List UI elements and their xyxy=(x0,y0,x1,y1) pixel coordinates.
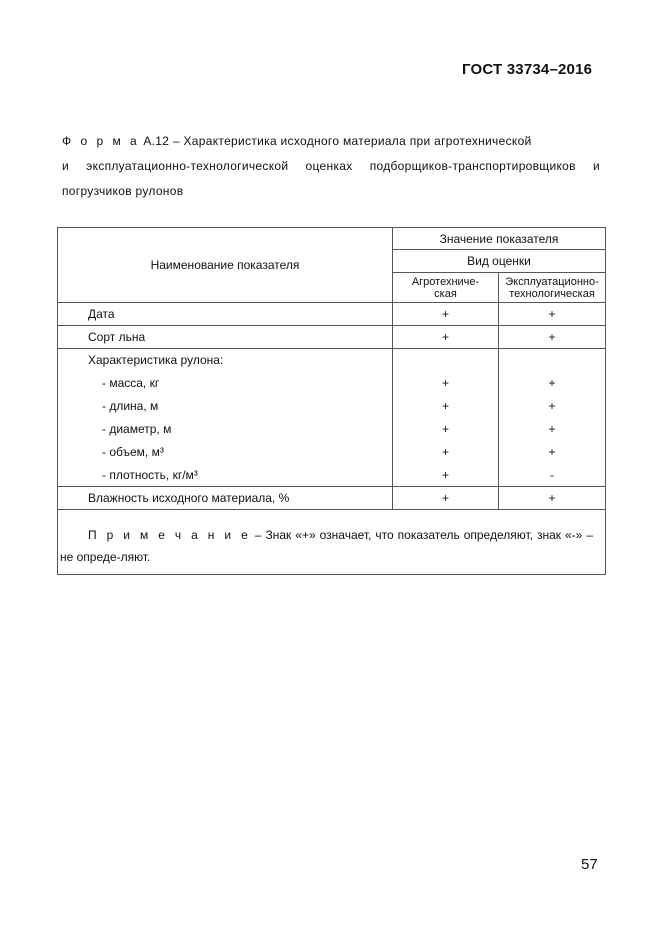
note-prefix: П р и м е ч а н и е xyxy=(88,528,251,542)
header-evaluation-type: Вид оценки xyxy=(393,250,606,273)
row-agro-value xyxy=(393,349,499,372)
table-row xyxy=(58,487,606,510)
header-operational-line-2: технологическая xyxy=(509,287,595,300)
form-number: А.12 xyxy=(139,134,170,148)
header-indicator-name: Наименование показателя xyxy=(58,228,393,303)
row-expl-value: - xyxy=(499,463,606,487)
row-expl-value: + xyxy=(499,326,606,349)
header-operational xyxy=(499,273,606,303)
header-agrotechnical-line-1: Агротехниче- xyxy=(411,275,480,288)
caption-title-start: – Характеристика исходного материала при агротехнической xyxy=(169,134,532,148)
header-agrotechnical-line-2: ская xyxy=(434,287,457,300)
table-row xyxy=(58,326,606,349)
table-row xyxy=(58,417,606,440)
note-text xyxy=(60,524,593,568)
caption-line-1 xyxy=(62,132,600,157)
form-caption xyxy=(62,132,600,207)
row-agro-value: + xyxy=(393,371,499,394)
table-row xyxy=(58,349,606,372)
row-agro-value: + xyxy=(393,440,499,463)
table-row xyxy=(58,440,606,463)
row-expl-value: + xyxy=(499,440,606,463)
standard-code: ГОСТ 33734–2016 xyxy=(462,61,593,78)
caption-line-2: и эксплуатационно-технологической оценках подборщиков-транспортировщиков и xyxy=(62,159,600,173)
form-prefix: Ф о р м а xyxy=(62,134,140,148)
row-label: - объем, м³ xyxy=(58,440,393,463)
row-label: - плотность, кг/м³ xyxy=(58,463,393,487)
page-number: 57 xyxy=(581,856,598,873)
note-body: – Знак «+» означает, что показатель определяют, знак «-» – не опреде-ляют. xyxy=(60,528,594,564)
table-row xyxy=(58,394,606,417)
header-operational-line-1: Эксплуатационно- xyxy=(505,275,599,288)
row-label: - масса, кг xyxy=(58,371,393,394)
row-expl-value xyxy=(499,349,606,372)
indicators-table xyxy=(57,227,606,575)
header-agrotechnical xyxy=(393,273,499,303)
row-label: Влажность исходного материала, % xyxy=(58,487,393,510)
row-label: - длина, м xyxy=(58,394,393,417)
table-row xyxy=(58,303,606,326)
row-expl-value: + xyxy=(499,303,606,326)
row-label: Сорт льна xyxy=(58,326,393,349)
row-expl-value: + xyxy=(499,487,606,510)
row-expl-value: + xyxy=(499,394,606,417)
row-agro-value: + xyxy=(393,463,499,487)
table-row xyxy=(58,463,606,487)
row-expl-value: + xyxy=(499,371,606,394)
table-note xyxy=(58,510,606,575)
note-row xyxy=(58,510,606,575)
row-agro-value: + xyxy=(393,394,499,417)
row-agro-value: + xyxy=(393,303,499,326)
row-expl-value: + xyxy=(499,417,606,440)
row-label: Дата xyxy=(58,303,393,326)
row-agro-value: + xyxy=(393,326,499,349)
table-row xyxy=(58,371,606,394)
row-agro-value: + xyxy=(393,417,499,440)
header-indicator-value: Значение показателя xyxy=(393,228,606,250)
caption-line-3: погрузчиков рулонов xyxy=(62,184,184,198)
row-label: - диаметр, м xyxy=(58,417,393,440)
row-agro-value: + xyxy=(393,487,499,510)
group-label-roll: Характеристика рулона: xyxy=(58,349,393,372)
